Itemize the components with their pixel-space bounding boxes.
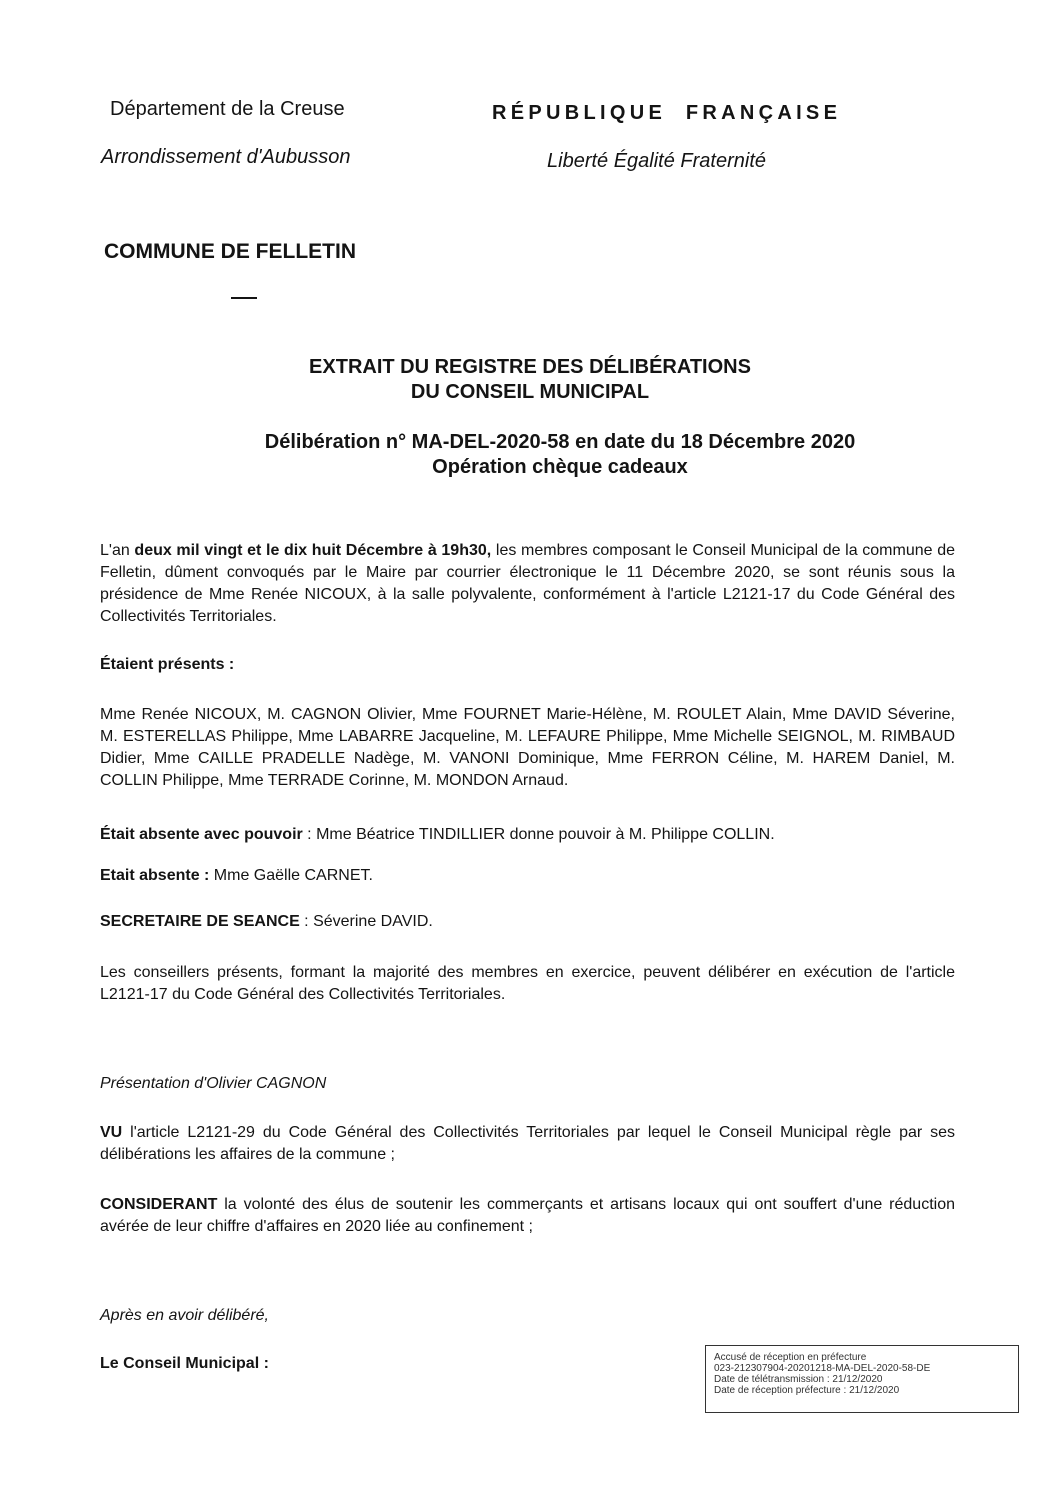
vu-text: l'article L2121-29 du Code Général des Collectivités Territoriales par lequel le Conseil Municipal règle par ses délibérations les affaires de la commune ; [100, 1124, 955, 1163]
absent-text: Mme Gaëlle CARNET. [209, 867, 373, 884]
stamp-line1: Accusé de réception en préfecture [714, 1352, 867, 1363]
stamp-line3: Date de télétransmission : 21/12/2020 [714, 1374, 883, 1385]
separator-dash [231, 297, 257, 299]
national-motto: Liberté Égalité Fraternité [547, 150, 767, 172]
arrondissement-name: Arrondissement d'Aubusson [101, 146, 351, 168]
vu-label: VU [100, 1124, 123, 1141]
presentation-line: Présentation d'Olivier CAGNON [100, 1075, 327, 1092]
session-secretary [100, 911, 955, 933]
deliberation-title [180, 430, 940, 480]
considerant-text: la volonté des élus de soutenir les commerçants et artisans locaux qui ont souffert d'une réduction avérée de leur chiffre d'affaires en 2020 liée au confinement ; [100, 1196, 955, 1235]
present-heading: Étaient présents : [100, 656, 235, 673]
deliberation-subject: Opération chèque cadeaux [432, 456, 688, 478]
absent-proxy-text: : Mme Béatrice TINDILLIER donne pouvoir à M. Philippe COLLIN. [302, 826, 775, 843]
vu-paragraph [100, 1122, 955, 1166]
absent-proxy-label: Était absente avec pouvoir [100, 826, 303, 843]
republic-heading: RÉPUBLIQUE FRANÇAISE [492, 102, 842, 124]
intro-paragraph [100, 540, 955, 628]
secretary-label: SECRETAIRE DE SEANCE [100, 913, 300, 930]
council-heading: Le Conseil Municipal : [100, 1355, 269, 1372]
secretary-text: : Séverine DAVID. [299, 913, 433, 930]
deliberation-number: Délibération n° MA-DEL-2020-58 en date du 18 Décembre 2020 [264, 431, 856, 453]
after-deliberation: Après en avoir délibéré, [100, 1307, 269, 1324]
considerant-label: CONSIDERANT [100, 1196, 218, 1213]
stamp-line2: 023-212307904-20201218-MA-DEL-2020-58-DE [714, 1363, 931, 1374]
commune-name: COMMUNE DE FELLETIN [104, 240, 356, 263]
prefecture-receipt-stamp [705, 1345, 1019, 1413]
intro-text: les membres composant le Conseil Municipal de la commune de Felletin, dûment convoqués par le Maire par courrier électronique le 11 Décembre 2020, se sont réunis sous la présidence de Mme Renée NICOUX, à la salle polyvalente, conformément à l'article L2121-17 du Code Général des Collectivités Territoriales. [100, 542, 956, 625]
extract-title-line2: DU CONSEIL MUNICIPAL [410, 381, 650, 403]
stamp-line4: Date de réception préfecture : 21/12/2020 [714, 1385, 900, 1396]
absent [100, 865, 955, 887]
quorum-paragraph: Les conseillers présents, formant la majorité des membres en exercice, peuvent délibérer en exécution de l'article L2121-17 du Code Général des Collectivités Territoriales. [100, 964, 955, 1003]
absent-label: Etait absente : [100, 867, 210, 884]
intro-prefix: L'an [100, 542, 135, 559]
intro-date: deux mil vingt et le dix huit Décembre à 19h30, [134, 542, 492, 559]
department-name: Département de la Creuse [110, 98, 345, 120]
extract-title [200, 355, 860, 405]
considerant-paragraph [100, 1194, 955, 1238]
absent-with-proxy [100, 824, 955, 846]
present-list: Mme Renée NICOUX, M. CAGNON Olivier, Mme FOURNET Marie-Hélène, M. ROULET Alain, Mme DAVID Séverine, M. ESTERELLAS Philippe, Mme LABARRE Jacqueline, M. LEFAURE Philippe, Mme Michelle SEIGNOL, M. RIMBAUD Didier, Mme CAILLE PRADELLE Nadège, M. VANONI Dominique, Mme FERRON Céline, M. HAREM Daniel, M. COLLIN Philippe, Mme TERRADE Corinne, M. MONDON Arnaud. [100, 706, 955, 789]
extract-title-line1: EXTRAIT DU REGISTRE DES DÉLIBÉRATIONS [309, 356, 751, 378]
